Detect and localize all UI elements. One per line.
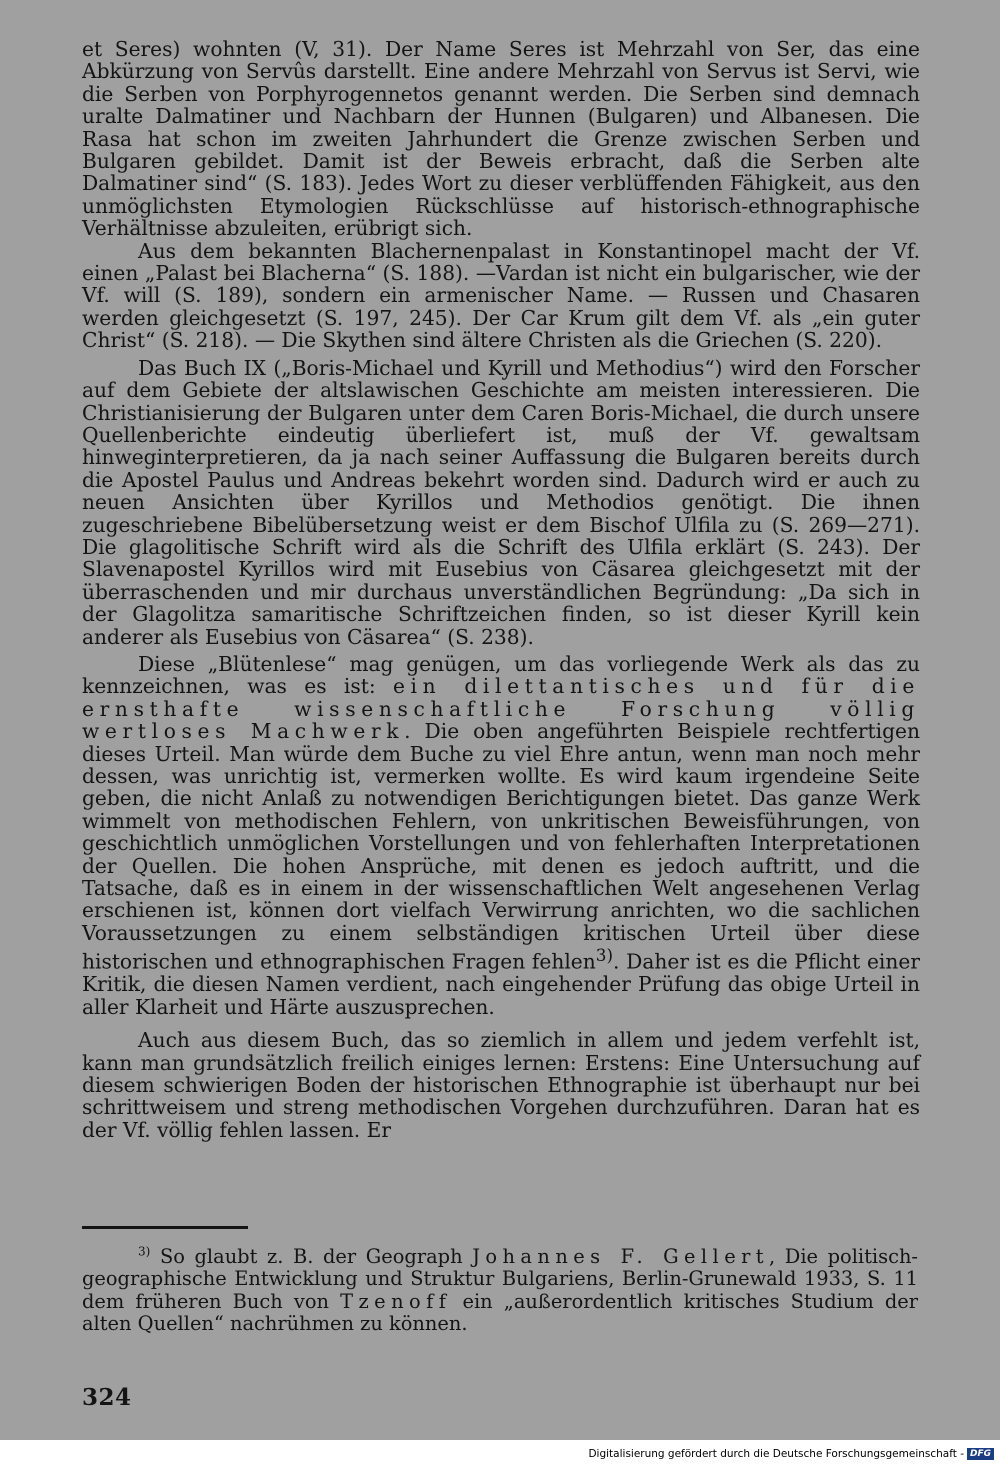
paragraph-4-spaced-emphasis: ein dilettantisches und für die ernsthafte wissenschaftliche Forschung völlig wertloses Machwerk: [82, 674, 920, 744]
paragraph-1: [82, 38, 920, 240]
footnote-text-a: So glaubt z. B. der Geograph: [150, 1245, 473, 1268]
dfg-logo: DFG: [967, 1448, 994, 1460]
footnote-divider: [82, 1226, 248, 1229]
paragraph-4: [82, 653, 920, 1018]
credit-text: Digitalisierung gefördert durch die Deutsche Forschungsgemeinschaft -: [588, 1448, 964, 1460]
footnote-text-c: ein „außerordentlich kritisches Studium der alten Quellen“ nachrühmen zu können.: [82, 1289, 919, 1336]
footnote-3: [82, 1246, 918, 1336]
footnote: [82, 1246, 918, 1336]
paragraph-5: [82, 1029, 920, 1141]
footnote-author-gellert: Johannes F. Gellert: [472, 1245, 770, 1268]
footnote-reference-3: 3): [595, 945, 614, 966]
paragraph-4-text-b: . Die oben angeführten Beispiele rechtfertigen dieses Urteil. Man würde dem Buche zu viel Ehre antun, wenn man noch mehr dessen, was unrichtig ist, vermerken wollte. Es wird kaum irgendeine Seite geben, die nicht Anlaß zu notwendigen Berichtigungen bietet. Das ganze Werk wimmelt von methodischen Fehlern, von unkritischen Beweisführungen, von geschichtlich unmöglichen Vorstellungen und von fehlerhaften Interpretationen der Quellen. Die hohen Ansprüche, mit denen es jedoch auftritt, und die Tatsache, daß es in einem in der wissenschaftlichen Welt angesehenen Verlag erschienen ist, können dort vielfach Verwirrung anrichten, wo die sachlichen Voraussetzungen zu einem selbständigen kritischen Urteil über diese historischen und ethnographischen Fragen fehlen: [82, 719, 920, 974]
paragraph-4-text-c: . Daher ist es die Pflicht einer Kritik, die diesen Namen verdient, nach eingehender Prüfung das obige Urteil in aller Klarheit und Härte auszusprechen.: [82, 949, 920, 1019]
body-text: [82, 38, 920, 1141]
paragraph-2-text: Aus dem bekannten Blachernenpalast in Konstantinopel macht der Vf. einen „Palast bei Blacherna“ (S. 188). —Vardan ist nicht ein bulgarischer, wie der Vf. will (S. 189), sondern ein armenischer Name. — Russen und Chasaren werden gleichgesetzt (S. 197, 245). Der Car Krum gilt dem Vf. als „ein guter Christ“ (S. 218). — Die Skythen sind ältere Christen als die Griechen (S. 220).: [82, 238, 920, 353]
paragraph-3-text: Das Buch IX („Boris-Michael und Kyrill und Methodius“) wird den Forscher auf dem Gebiete der altslawischen Geschichte am meisten interessieren. Die Christianisierung der Bulgaren unter dem Caren Boris-Michael, die durch unsere Quellenberichte eindeutig überliefert ist, muß der Vf. gewaltsam hinweginterpretieren, da ja nach seiner Auffassung die Bulgaren bereits durch die Apostel Paulus und Andreas bekehrt worden sind. Dadurch wird er auch zu neuen Ansichten über Kyrillos und Methodios genötigt. Die ihnen zugeschriebene Bibelübersetzung weist er dem Bischof Ulfila zu (S. 269—271). Die glagolitische Schrift wird als die Schrift des Ulfila erklärt (S. 243). Der Slavenapostel Kyrillos wird mit Eusebius von Cäsarea gleichgesetzt mit der überraschenden und mir durchaus unverständlichen Begründung: „Da sich in der Glagolitza samaritische Schriftzeichen finden, so ist dieser Kyrill kein anderer als Eusebius von Cäsarea“ (S. 238).: [82, 355, 920, 649]
footnote-author-tzenoff: Tzenoff: [340, 1289, 452, 1313]
paragraph-5-text: Auch aus diesem Buch, das so ziemlich in allem und jedem verfehlt ist, kann man grundsätzlich freilich einiges lernen: Erstens: Eine Untersuchung auf diesem schwierigen Boden der historischen Ethnographie ist überhaupt nur bei schrittweisem und streng methodischen Vorgehen durchzuführen. Daran hat es der Vf. völlig fehlen lassen. Er: [82, 1028, 920, 1142]
digitization-credit: [588, 1448, 994, 1460]
footnote-marker: 3): [138, 1244, 151, 1259]
footnote-text-b: , Die politisch-geographische Entwicklung und Struktur Bulgariens, Berlin-Grunewald 1933, S. 11 dem früheren Buch von: [82, 1245, 918, 1313]
paragraph-2: [82, 240, 920, 352]
paragraph-3: [82, 357, 920, 648]
page-number: 324: [82, 1384, 132, 1411]
paragraph-4-text-a: Diese „Blütenlese“ mag genügen, um das vorliegende Werk als das zu kennzeichnen, was es ist:: [82, 651, 920, 699]
paragraph-1-text: et Seres) wohnten (V, 31). Der Name Seres ist Mehrzahl von Ser, das eine Abkürzung von Servûs darstellt. Eine andere Mehrzahl von Servus ist Servi, wie die Serben von Porphyrogennetos genannt werden. Die Serben sind demnach uralte Dalmatiner und Nachbarn der Hunnen (Bulgaren) und Albanesen. Die Rasa hat schon im zweiten Jahrhundert die Grenze zwischen Serben und Bulgaren gebildet. Damit ist der Beweis erbracht, daß die Serben alte Dalmatiner sind“ (S. 183). Jedes Wort zu dieser verblüffenden Fähigkeit, aus den unmöglichsten Etymologien Rückschlüsse auf historisch-ethnographische Verhältnisse abzuleiten, erübrigt sich.: [82, 37, 920, 241]
